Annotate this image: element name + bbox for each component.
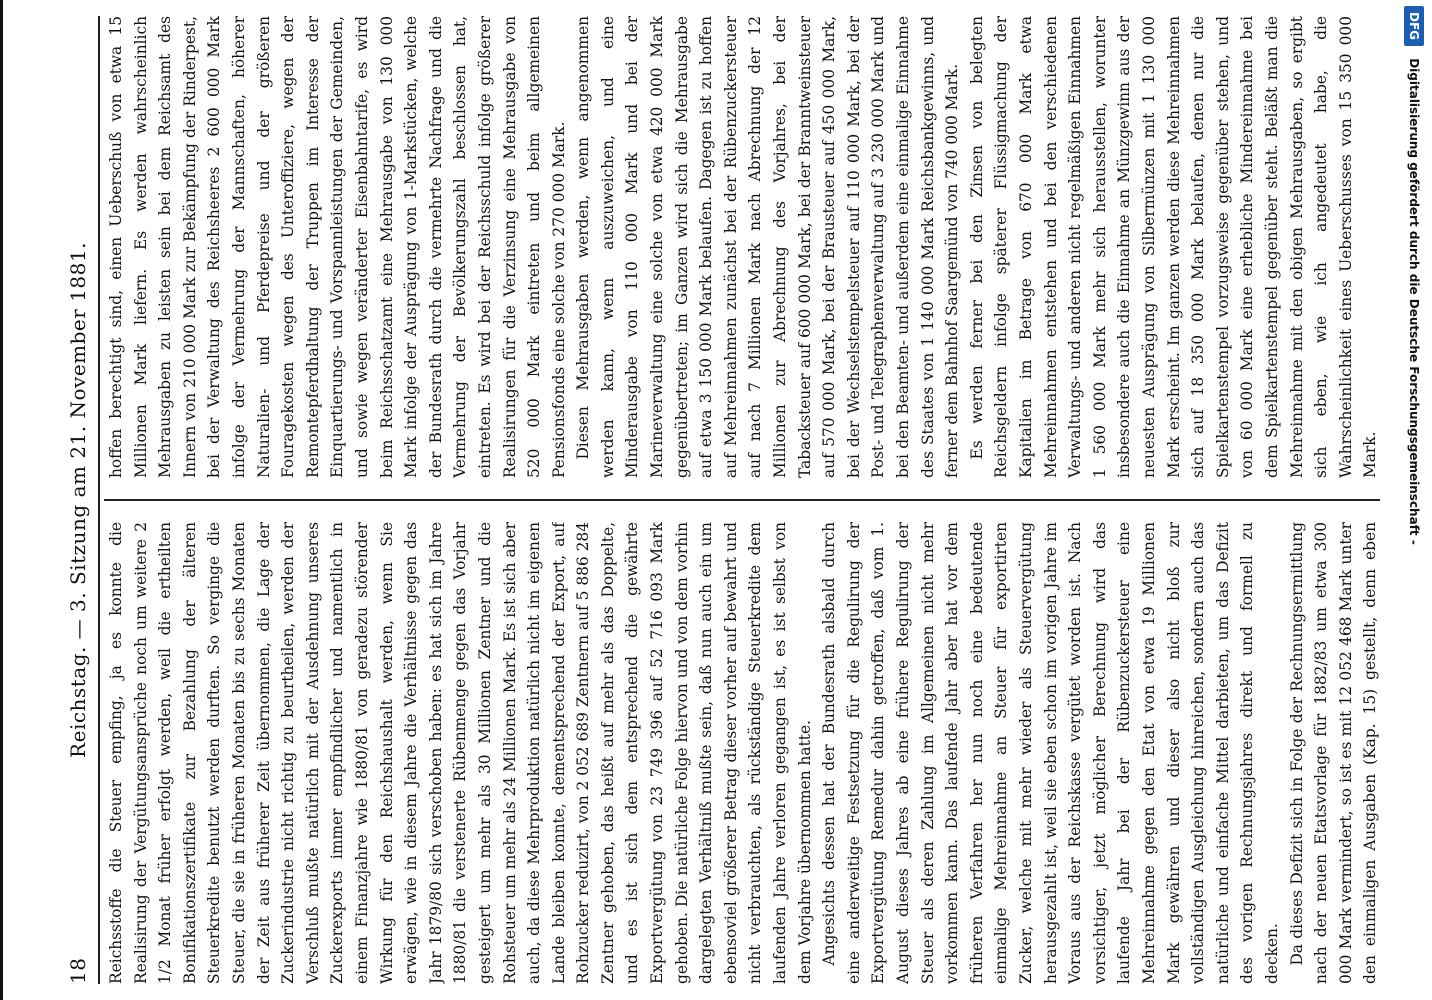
scan-edge-bar (0, 0, 3, 1000)
column-divider (104, 499, 1380, 501)
left-paragraph: Angesichts dessen hat der Bundesrath alsbald durch eine anderweitige Festsetzung für die Regulirung der Exportvergütung Remedur dahin getroffen, daß vom 1. August dieses Jahres ab eine frühere Regulirung der Steuer als deren Zahlung im Allgemeinen nicht mehr vorkommen kann. Das laufende Jahr aber hat vor dem früheren Verfahren her nun noch eine bedeutende einmalige Mehreinnahme an Steuer für exportirten Zucker, welche mit mehr wieder als Steuervergütung herausgezahlt ist, weil sie eben schon im vorigen Jahre im Voraus aus der Reichskasse vergütet worden ist. Nach vorsichtiger, jetzt möglicher Berechnung wird das laufende Jahr bei der Rübenzuckersteuer eine Mehreinnahme gegen den Etat von etwa 19 Millionen Mark gewähren und dieser also nicht bloß zur vollständigen Ausgleichung hinreichen, sondern auch das natürliche und einfache Mittel darbieten, um das Defizit des vorigen Rechnungsjahres direkt und formell zu decken. (820, 522, 1281, 984)
right-paragraph: Es werden ferner bei den Zinsen von belegten Reichsgeldern infolge späterer Flüssigmachung der Kapitalien im Betrage von 670 000 Mark etwa Mehreinnahmen entstehen und bei den verschiedenen Verwaltungs- und anderen nicht regelmäßigen Einnahmen 1 560 000 Mark mehr sich herausstellen, worunter insbesondere auch die Einnahme an Münzgewinn aus der neuesten Ausprägung von Silbermünzen mit 1 130 000 Mark erscheint. Im ganzen werden diese Mehreinnahmen sich auf 18 350 000 Mark belaufen, denen nur die Spielkartenstempel vorzugsweise gegenüber stehen, und von 60 000 Mark eine erhebliche Mindereinnahme bei dem Spielkartenstempel gegenüber steht. Beläßt man die Mehreinnahme mit den obigen Mehrausgaben, so ergibt sich eben, wie ich angedeutet habe, die Wahrscheinlichkeit eines Ueberschusses von 15 350 000 Mark. (967, 16, 1380, 478)
dfg-notice-text: Digitalisierung gefördert durch die Deutsche Forschungsgemeinschaft - (1407, 58, 1421, 545)
page-header (64, 16, 94, 984)
running-head: Reichstag. — 3. Sitzung am 21. November 1881. (66, 242, 90, 758)
right-paragraph: Diesen Mehrausgaben werden, wenn angenommen werden kann, wenn auszuweichen, und eine Minderausgabe von 110 000 Mark und bei der Marineverwaltung eine solche von etwa 420 000 Mark gegenübertreten; im Ganzen wird sich die Mehrausgabe auf etwa 3 150 000 Mark belaufen. Dagegen ist zu hoffen auf Mehreinnahmen zunächst bei der Rübenzuckersteuer auf nach 7 Millionen Mark nach Abrechnung der 12 Millionen zur Abrechnung des Vorjahres, bei der Tabacksteuer auf 600 000 Mark, bei der Branntweinsteuer auf 570 000 Mark, bei der Brausteuer auf 450 000 Mark, bei der Wechselstempelsteuer auf 110 000 Mark, bei der Post- und Telegraphenverwaltung auf 3 230 000 Mark und bei den Beamten- und außerdem eine einmalige Einnahme des Staates von 1 140 000 Mark Reichsbankgewinns, und ferner dem Bahnhof Saargemünd von 740 000 Mark. (574, 16, 962, 478)
left-paragraph: Reichsstoffe die Steuer empfing, ja es konnte die Realisirung der Vergütungsansprüche noch um weitere 2 1/2 Monat früher erfolgt werden, weil die ertheilten Bonifikationszertifikate zur Bezahlung der älteren Steuerkredite benutzt werden durften. So verginge die Steuer, die sie in früheren Monaten bis zu sechs Monaten der Zeit aus früherer Zeit übernommen, die Lage der Zuckerindustrie nicht richtig zu beurtheilen, werden der Verschluß mußte natürlich mit der Ausdehnung unseres Zuckerexports immer empfindlicher und namentlich in einem Finanzjahre wie 1880/81 von geradezu störender Wirkung für den Reichshaushalt werden, wenn Sie erwägen, wie in diesem Jahre die Verhältnisse gegen das Jahr 1879/80 sich verschoben haben: es hat sich im Jahre 1880/81 die verstenerte Rübenmenge gegen das Vorjahr gesteigert um mehr als 30 Millionen Zentner und die Rohsteuer um mehr als 24 Millionen Mark. Es ist sich aber auch, da diese Mehrproduktion natürlich nicht im eigenen Lande bleiben konnte, dementsprechend der Export, auf Rohzucker reduzirt, von 2 052 689 Zentnern auf 5 886 284 Zentner gehoben, das heißt auf mehr als das Doppelte, und es ist sich dem entsprechend die gewährte Exportvergütung von 23 749 396 auf 52 716 093 Mark gehoben. Die natürliche Folge hiervon und von dem vorhin dargelegten Verhältniß mußte sein, daß nun auch ein um ebensoviel größerer Betrag dieser vorher auf bewahrt und nicht verbrauchten, als rückständige Steuerkredite dem laufenden Jahre verloren gegangen ist, es ist selbst von dem Vorjahre übernommen hatte. (107, 522, 814, 984)
rotated-page (64, 16, 1384, 984)
header-rule (98, 16, 100, 984)
dfg-logo: DFG (1404, 6, 1424, 46)
dfg-notice (1402, 6, 1426, 646)
right-column (104, 16, 1380, 478)
left-column (104, 522, 1380, 984)
left-paragraph: Da dieses Defizit sich in Folge der Rechnungsermittlung nach der neuen Etatsvorlage für 1882/83 um etwa 300 000 Mark vermindert, so ist es mit 12 052 468 Mark unter den einmaligen Ausgaben (Kap. 15) gestellt, denn eben (1287, 522, 1380, 984)
page-number: 18 (66, 957, 90, 984)
right-paragraph: hoffen berechtigt sind, einen Ueberschuß von etwa 15 Millionen Mark liefern. Es werden wahrscheinlich Mehrausgaben zu leisten sein bei dem Reichsamt des Innern von 210 000 Mark zur Bekämpfung der Rinderpest, bei der Verwaltung des Reichsheeres 2 600 000 Mark infolge der Vermehrung der Mannschaften, höherer Naturalien- und Pferdepreise und der größeren Fouragekosten wegen des Unteroffiziere, wegen der Remontepferdhaltung der Truppen im Interesse der Einquartierungs- und Vorspannleistungen der Gemeinden, und sowie wegen veränderter Eisenbahntarife, es wird beim Reichsschatzamt eine Mehrausgabe von 130 000 Mark infolge der Ausprägung von 1-Markstücken, welche der Bundesrath durch die vermehrte Nachfrage und die Vermehrung der Bevölkerungszahl beschlossen hat, eintreten. Es wird bei der Reichsschuld infolge größerer Realisirungen für die Verzinsung eine Mehrausgabe von 520 000 Mark eintreten und beim allgemeinen Pensionsfonds eine solche von 270 000 Mark. (107, 16, 568, 478)
